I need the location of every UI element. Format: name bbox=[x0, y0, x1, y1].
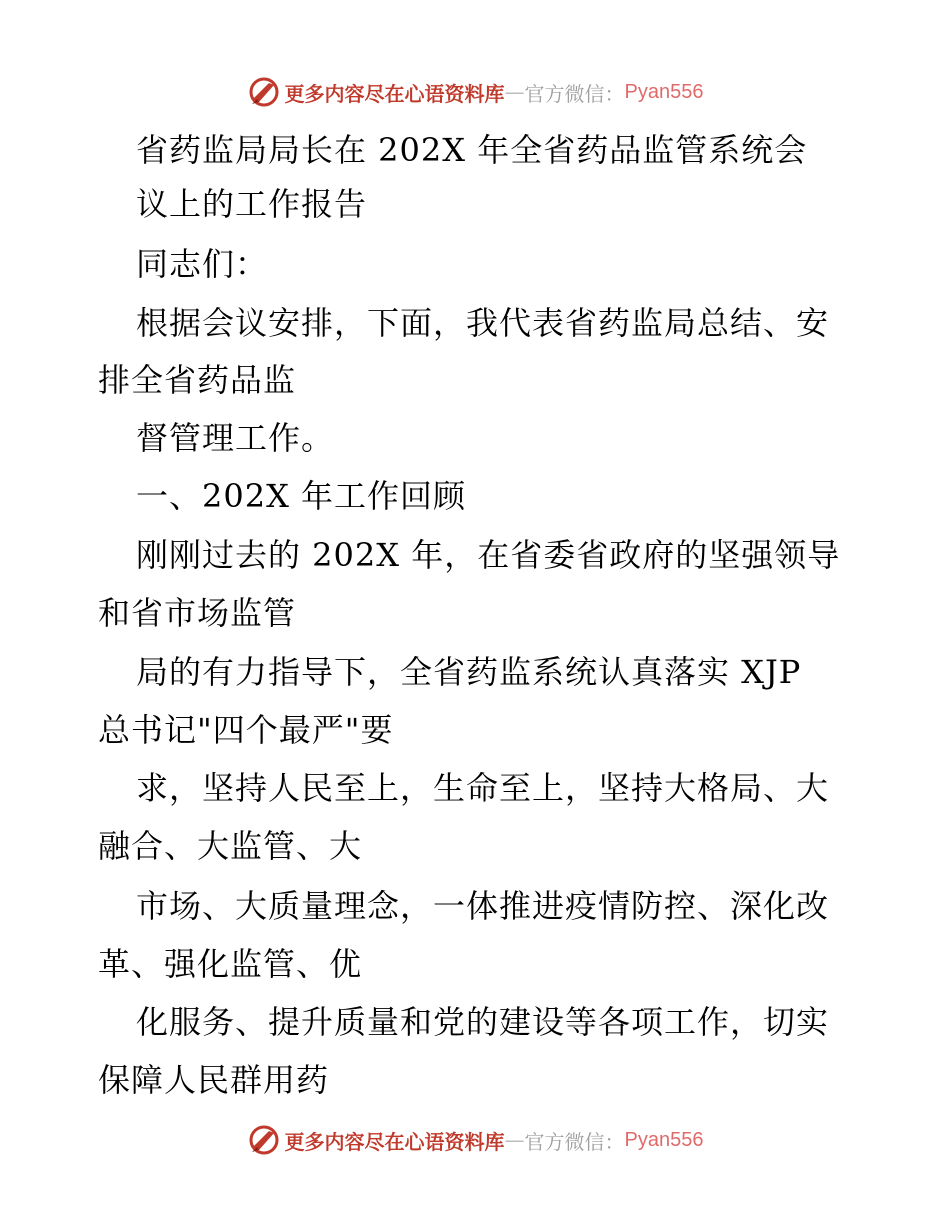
doc-paragraph-line: 刚刚过去的 202X 年，在省委省政府的坚强领导 bbox=[136, 536, 841, 574]
doc-paragraph-line: 和省市场监管 bbox=[98, 594, 297, 632]
banner-main-text: 更多内容尽在心语资料库 bbox=[284, 1129, 505, 1154]
banner-dash: — bbox=[504, 80, 525, 104]
doc-section-heading: 一、202X 年工作回顾 bbox=[136, 477, 467, 515]
doc-paragraph-line: 求，坚持人民至上，生命至上，坚持大格局、大 bbox=[136, 769, 830, 807]
pen-logo-icon bbox=[247, 1123, 281, 1157]
header-banner bbox=[0, 70, 950, 114]
doc-salutation: 同志们： bbox=[136, 245, 269, 283]
banner-dash: — bbox=[504, 1128, 525, 1152]
doc-paragraph-line: 革、强化监管、优 bbox=[98, 945, 363, 983]
banner-wechat-id: Pyan556 bbox=[624, 1128, 704, 1151]
doc-paragraph-line: 局的有力指导下，全省药监系统认真落实 XJP bbox=[136, 653, 802, 691]
doc-paragraph-line: 排全省药品监 bbox=[98, 361, 297, 399]
banner-wechat-label: 官方微信： bbox=[524, 1129, 625, 1154]
doc-paragraph-line: 市场、大质量理念，一体推进疫情防控、深化改 bbox=[136, 887, 830, 925]
footer-banner bbox=[0, 1118, 950, 1162]
doc-title-line-2: 议上的工作报告 bbox=[136, 185, 368, 223]
banner-main-text: 更多内容尽在心语资料库 bbox=[284, 81, 505, 106]
banner-wechat-id: Pyan556 bbox=[624, 80, 704, 103]
doc-paragraph-line: 根据会议安排，下面，我代表省药监局总结、安 bbox=[136, 304, 830, 342]
doc-paragraph-line: 化服务、提升质量和党的建设等各项工作，切实 bbox=[136, 1003, 830, 1041]
doc-paragraph-line: 保障人民群用药 bbox=[98, 1061, 330, 1099]
pen-logo-icon bbox=[247, 75, 281, 109]
banner-wechat-label: 官方微信： bbox=[524, 81, 625, 106]
doc-paragraph-line: 督管理工作。 bbox=[136, 419, 335, 457]
doc-paragraph-line: 融合、大监管、大 bbox=[98, 827, 363, 865]
doc-title-line-1: 省药监局局长在 202X 年全省药品监管系统会 bbox=[136, 131, 808, 169]
doc-paragraph-line: 总书记"四个最严"要 bbox=[98, 711, 394, 749]
